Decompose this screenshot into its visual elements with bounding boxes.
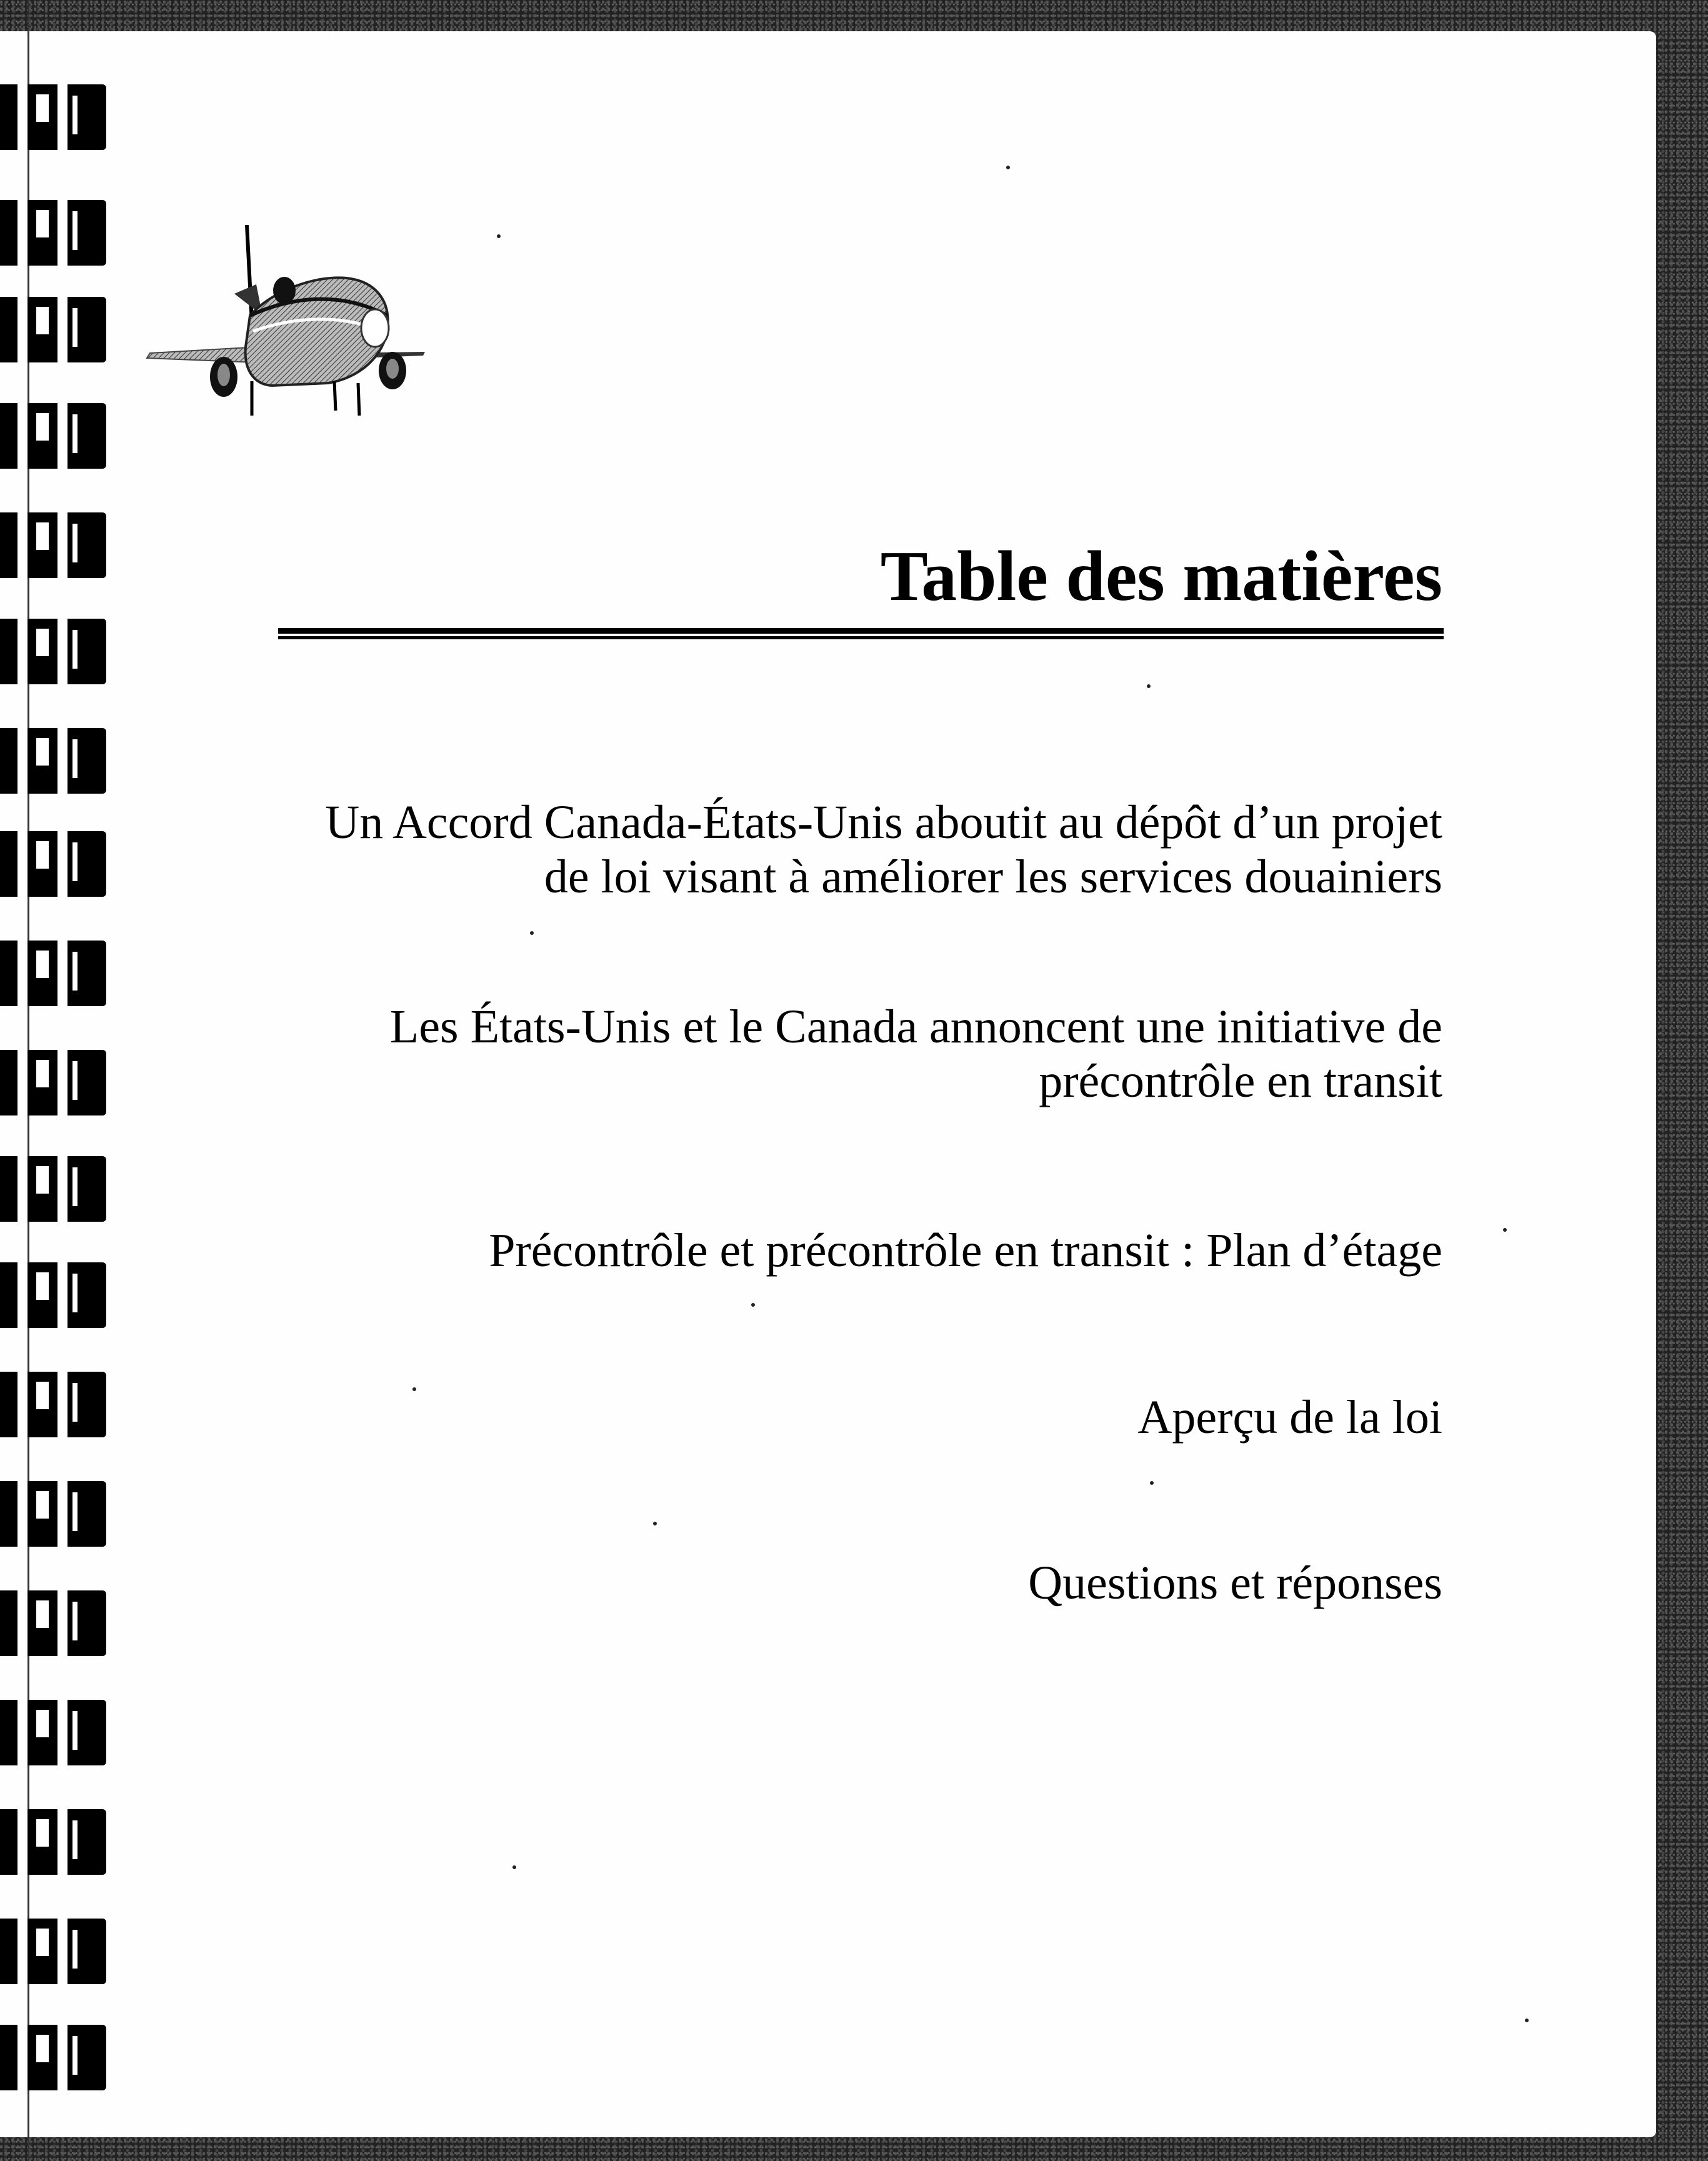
toc-item-line: Précontrôle et précontrôle en transit : Plan d’étage bbox=[489, 1224, 1442, 1277]
toc-item-line: Les États-Unis et le Canada annoncent une initiative de bbox=[389, 1001, 1442, 1053]
scan-speck bbox=[1150, 1481, 1154, 1485]
binding-ring bbox=[0, 1050, 106, 1115]
scan-speck bbox=[1147, 684, 1151, 688]
binding-ring bbox=[0, 941, 106, 1006]
title-rule-thin bbox=[278, 636, 1444, 639]
binding-ring bbox=[0, 1809, 106, 1875]
binding-ring bbox=[0, 512, 106, 578]
binding-ring bbox=[0, 1156, 106, 1222]
toc-item bbox=[390, 1000, 1442, 1109]
spiral-binding bbox=[0, 0, 112, 2161]
toc-item-line: Aperçu de la loi bbox=[1137, 1391, 1442, 1444]
page-title: Table des matières bbox=[880, 536, 1442, 616]
binding-ring bbox=[0, 619, 106, 684]
toc-item bbox=[325, 796, 1442, 904]
scan-speck bbox=[512, 1865, 516, 1869]
title-rule bbox=[278, 628, 1444, 634]
scan-speck bbox=[1006, 166, 1010, 169]
toc-item-line: Un Accord Canada-États-Unis aboutit au dépôt d’un projet bbox=[325, 796, 1442, 849]
toc-item-line: précontrôle en transit bbox=[1039, 1055, 1442, 1107]
binding-ring bbox=[0, 297, 106, 362]
binding-ring bbox=[0, 1262, 106, 1328]
binding-ring bbox=[0, 200, 106, 266]
toc-item bbox=[1138, 1390, 1442, 1445]
binding-ring bbox=[0, 84, 106, 150]
binding-ring bbox=[0, 1700, 106, 1765]
scan-speck bbox=[1503, 1228, 1507, 1232]
scan-speck bbox=[1525, 2019, 1529, 2022]
scan-speck bbox=[412, 1387, 416, 1391]
binding-ring bbox=[0, 1481, 106, 1547]
binding-ring bbox=[0, 831, 106, 897]
binding-ring bbox=[0, 1919, 106, 1984]
binding-ring bbox=[0, 1372, 106, 1437]
scan-speck bbox=[653, 1522, 657, 1525]
toc-item bbox=[489, 1224, 1442, 1278]
scan-speck bbox=[497, 234, 501, 238]
binding-ring bbox=[0, 728, 106, 794]
airplane-icon bbox=[141, 222, 428, 422]
toc-item-line: Questions et réponses bbox=[1028, 1557, 1442, 1609]
binding-ring bbox=[0, 1590, 106, 1656]
toc-item-line: de loi visant à améliorer les services douainiers bbox=[544, 851, 1442, 903]
scan-speck bbox=[530, 931, 534, 935]
toc-item bbox=[1028, 1556, 1442, 1610]
scan-speck bbox=[751, 1303, 755, 1307]
binding-ring bbox=[0, 403, 106, 469]
binding-ring bbox=[0, 2025, 106, 2090]
